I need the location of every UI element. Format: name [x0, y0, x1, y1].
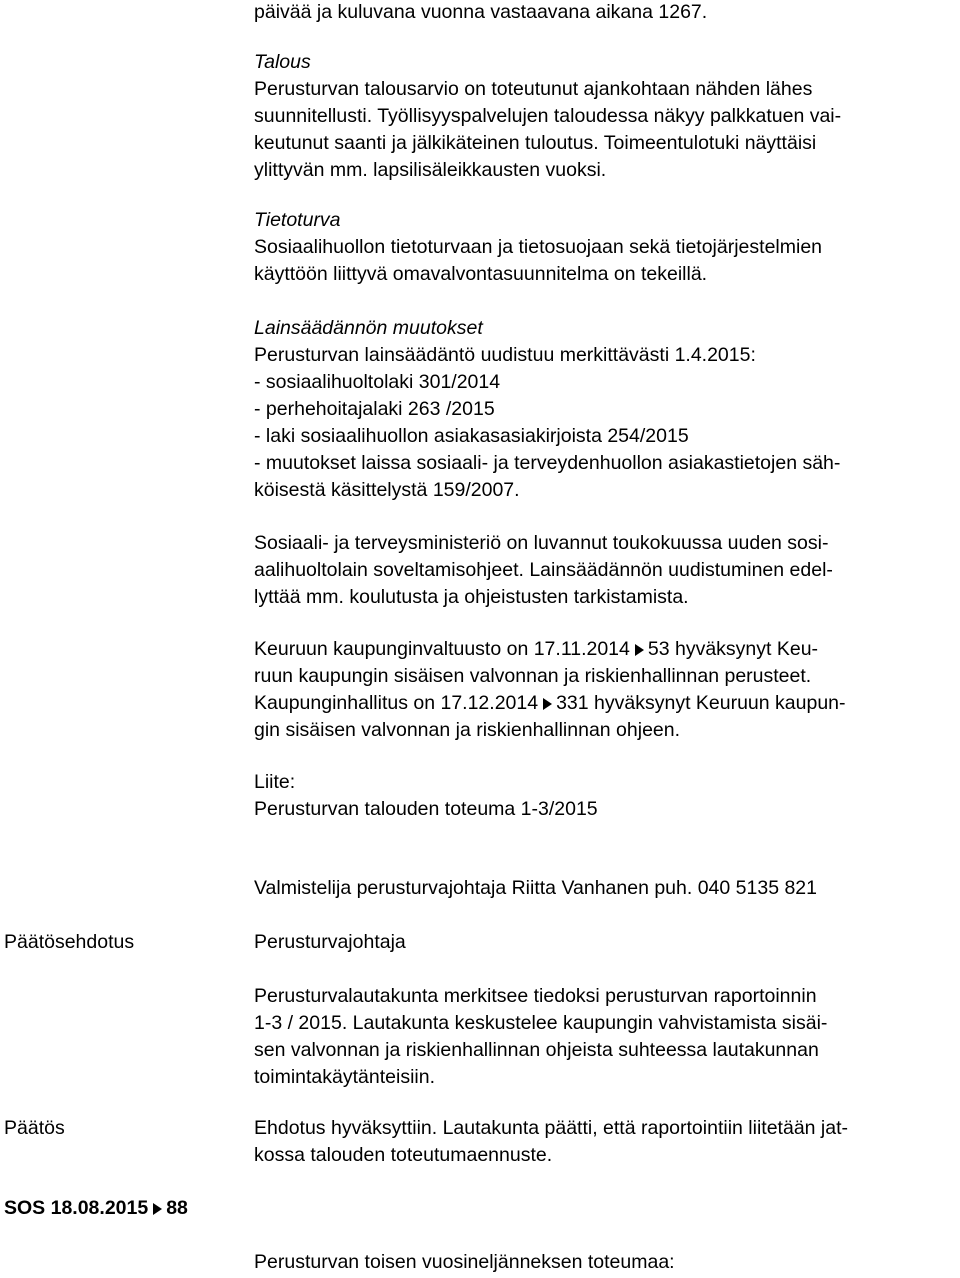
lainsaadanto-line: köisestä käsittelystä 159/2007.	[254, 479, 520, 501]
stm-line: Sosiaali- ja terveysministeriö on luvannut toukokuussa uuden sosi-	[254, 532, 829, 554]
section-triangle-icon	[543, 698, 552, 710]
intro-line: päivää ja kuluvana vuonna vastaavana aikana 1267.	[254, 1, 708, 23]
tietoturva-line: Sosiaalihuollon tietoturvaan ja tietosuojaan sekä tietojärjestelmien	[254, 236, 823, 258]
paatos-line: kossa talouden toteutumaennuste.	[254, 1144, 553, 1166]
next-item-line: Perusturvan toisen vuosineljänneksen toteumaa:	[254, 1251, 675, 1273]
lainsaadanto-line: Perusturvan lainsäädäntö uudistuu merkittävästi 1.4.2015:	[254, 344, 756, 366]
tietoturva-heading: Tietoturva	[254, 209, 341, 231]
talous-line: ylittyvän mm. lapsilisäleikkausten vuoksi.	[254, 159, 607, 181]
paatos-label: Päätös	[4, 1117, 65, 1139]
lainsaadanto-line: - laki sosiaalihuollon asiakasasiakirjoista 254/2015	[254, 425, 689, 447]
lainsaadanto-heading: Lainsäädännön muutokset	[254, 317, 483, 339]
valmistelija-line: Valmistelija perusturvajohtaja Riitta Vanhanen puh. 040 5135 821	[254, 877, 817, 899]
section-triangle-icon	[153, 1203, 162, 1215]
valvonta-line: ruun kaupungin sisäisen valvonnan ja riskienhallinnan perusteet.	[254, 665, 812, 687]
talous-heading: Talous	[254, 51, 311, 73]
paatosehdotus-label: Päätösehdotus	[4, 931, 135, 953]
liite-label: Liite:	[254, 771, 296, 793]
talous-line: suunnitellusti. Työllisyyspalvelujen taloudessa näkyy palkkatuen vai-	[254, 105, 842, 127]
paatos-line: Ehdotus hyväksyttiin. Lautakunta päätti, että raportointiin liitetään jat-	[254, 1117, 849, 1139]
lainsaadanto-line: - muutokset laissa sosiaali- ja terveydenhuollon asiakastietojen säh-	[254, 452, 841, 474]
paatosehdotus-line: Perusturvalautakunta merkitsee tiedoksi perusturvan raportoinnin	[254, 985, 817, 1007]
liite-text: Perusturvan talouden toteuma 1-3/2015	[254, 798, 598, 820]
stm-line: aalihuoltolain soveltamisohjeet. Lainsäädännön uudistuminen edel-	[254, 559, 833, 581]
tietoturva-line: käyttöön liittyvä omavalvontasuunnitelma on tekeillä.	[254, 263, 708, 285]
paatosehdotus-line: sen valvonnan ja riskienhallinnan ohjeista suhteessa lautakunnan	[254, 1039, 819, 1061]
section-triangle-icon	[635, 644, 644, 656]
paatosehdotus-line: toimintakäytänteisiin.	[254, 1066, 436, 1088]
paatosehdotus-line: 1-3 / 2015. Lautakunta keskustelee kaupungin vahvistamista sisäi-	[254, 1012, 828, 1034]
valvonta-line: Keuruun kaupunginvaltuusto on 17.11.2014 53 hyväksynyt Keu-	[254, 638, 819, 660]
stm-line: lyttää mm. koulutusta ja ohjeistusten tarkistamista.	[254, 586, 689, 608]
proposer: Perusturvajohtaja	[254, 931, 406, 953]
section-reference: SOS 18.08.2015 88	[4, 1197, 188, 1219]
valvonta-line: Kaupunginhallitus on 17.12.2014 331 hyväksynyt Keuruun kaupun-	[254, 692, 846, 714]
valvonta-line: gin sisäisen valvonnan ja riskienhallinnan ohjeen.	[254, 719, 681, 741]
lainsaadanto-line: - sosiaalihuoltolaki 301/2014	[254, 371, 501, 393]
talous-line: Perusturvan talousarvio on toteutunut ajankohtaan nähden lähes	[254, 78, 813, 100]
talous-line: keutunut saanti ja jälkikäteinen tuloutus. Toimeentulotuki näyttäisi	[254, 132, 817, 154]
lainsaadanto-line: - perhehoitajalaki 263 /2015	[254, 398, 495, 420]
